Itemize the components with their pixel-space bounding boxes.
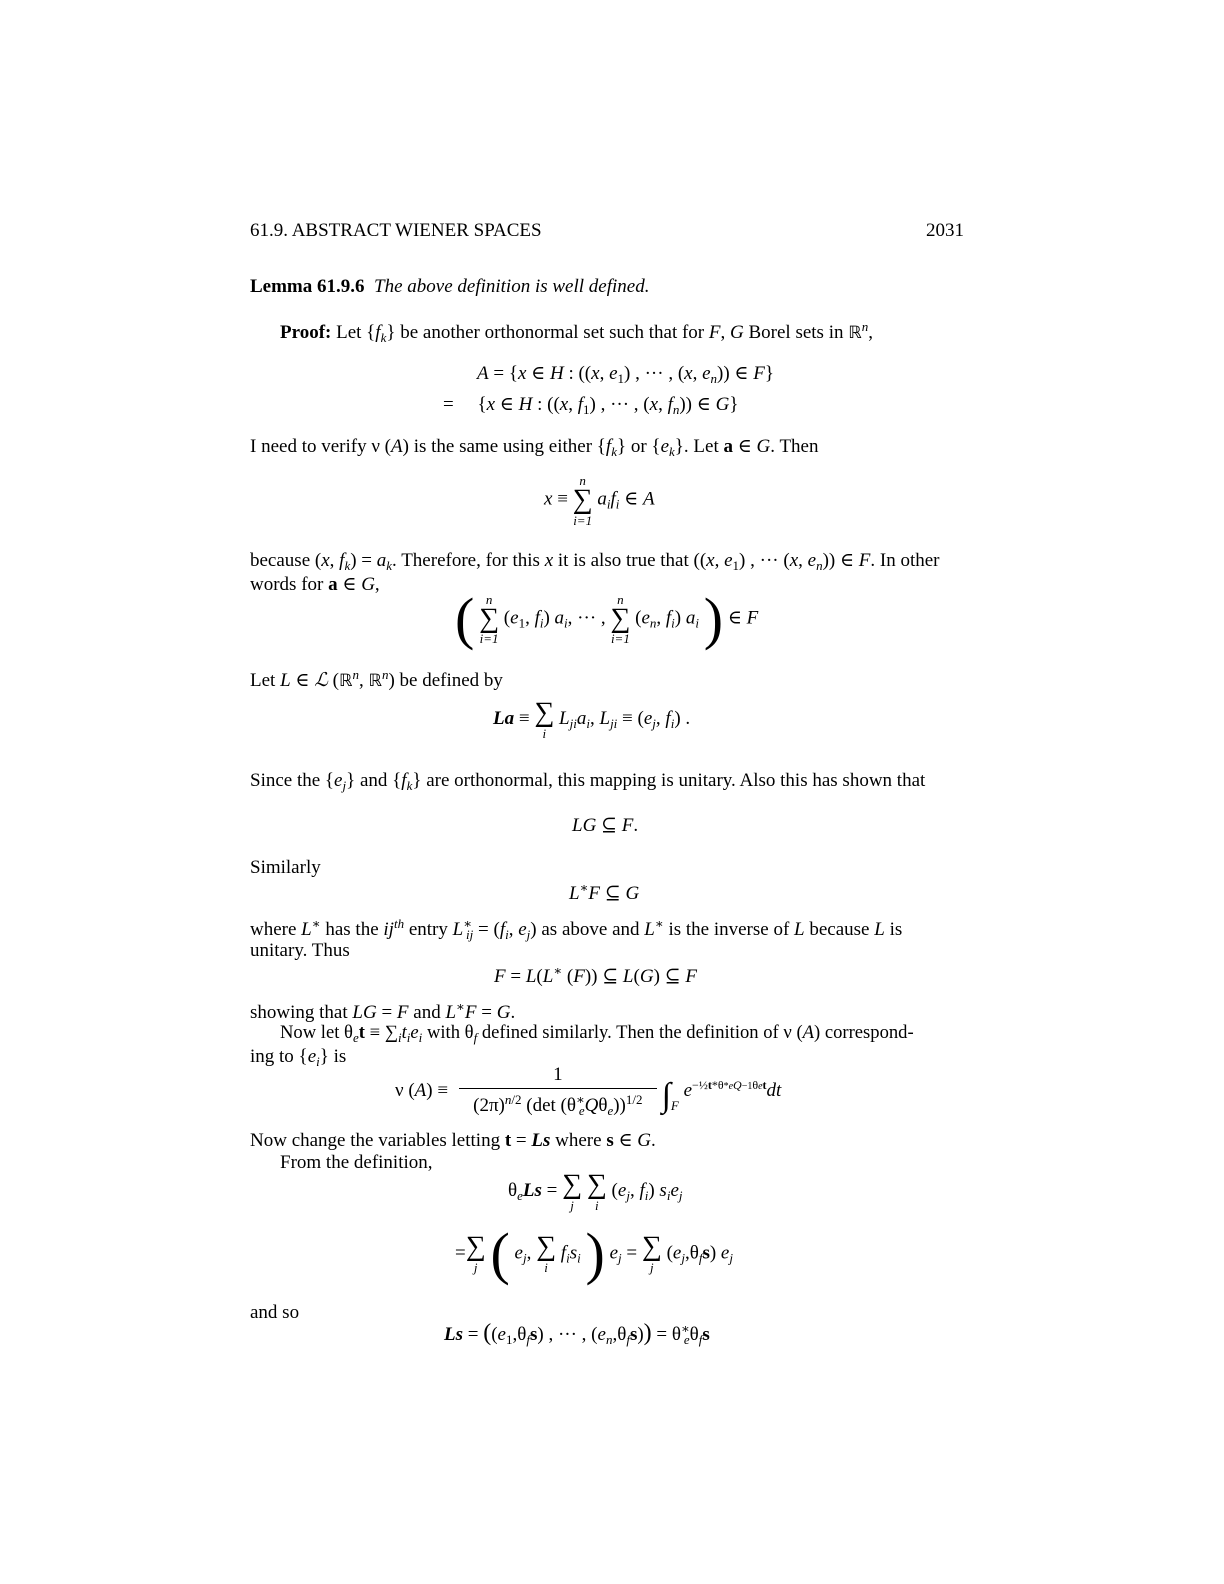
paragraph-3-line-1: because (x, $f_k) = a_k$. Therefore, for this x it is also true that ((x, $e_1$) , ··· (x, $e_n$)) ∈ F. In other: [250, 550, 940, 573]
paragraph-4: Let L ∈ ℒ (ℝ$^n$, ℝ$^n$) be defined by: [250, 667, 503, 691]
proof-label: Proof:: [280, 322, 332, 343]
equation-3: ( n ∑ i=1 ($e_1$, $f_i$) $a_i$, ··· , n ∑ i=1 ($e_n$, $f_i$) $a_i$ ) ∈ F: [455, 586, 759, 651]
equation-4: La ≡ ∑ i $L_{ji}a_i$, $L_{ji} \equiv (e_j$, $f_i$) .: [493, 697, 691, 741]
paragraph-2: I need to verify ν (A) is the same using either $\{f_k\}$ or $\{e_k\}$. Let a ∈ G. Then: [250, 436, 819, 459]
equation-8: ν (A) ≡ $\frac{1}{(2\pi)^{n/2} (\det (\theta^∗_eQ\theta_e))^{1/2}}$ $\int_F$ $e^{-\frac{1}{2}t*\theta*eQ-1\theta et}dt$: [395, 1064, 782, 1118]
paragraph-6: Similarly: [250, 857, 321, 878]
equation-9: $\theta_eLs$ = ∑ j ∑ i ($e_j$, $f_i$) $s_ie_j$: [508, 1169, 683, 1213]
lemma-label: Lemma 61.9.6: [250, 276, 365, 297]
page-number: 2031: [926, 220, 964, 241]
paragraph-11: From the definition,: [280, 1152, 433, 1173]
paragraph-7-line-1: where L∗ has the $ij^{th}$ entry $L^∗_{ij} = (f_i$, $e_j$) as above and L∗ is the inverse of L because L is: [250, 916, 903, 942]
paragraph-3-line-2: words for a ∈ G,: [250, 574, 380, 595]
equation-2: x ≡ n ∑ i=1 $a_if_i$ ∈ A: [544, 473, 655, 528]
equation-1a: A = {x ∈ H : ((x, $e_1$) , ··· , (x, $e_n$)) ∈ F}: [477, 363, 774, 386]
paragraph-7-line-2: unitary. Thus: [250, 940, 350, 961]
equation-6: L∗F ⊆ G: [569, 880, 640, 904]
paragraph-12: and so: [250, 1302, 300, 1323]
equation-10: = ∑ j ( $e_j$, ∑ i $f_is_i$ ) $e_j$ = ∑ j $(e_j,\theta_fs)$ $e_j$: [455, 1221, 733, 1286]
running-header: [250, 220, 964, 242]
paragraph-8: showing that LG = F and L∗F = G.: [250, 999, 516, 1023]
lemma-text: The above definition is well defined.: [374, 276, 650, 297]
paragraph-5: Since the $\{e_j\}$ and $\{f_k\}$ are orthonormal, this mapping is unitary. Also this has shown that: [250, 770, 926, 793]
equation-11: $Ls = ((e_1,\theta_fs)$ , ··· , $(e_n,\theta_fs)) = \theta^∗_e\theta_fs$: [444, 1320, 710, 1347]
equation-5: LG ⊆ F.: [572, 815, 639, 836]
proof-paragraph-1: Proof: Let $\{f_k\}$ be another orthonormal set such that for F, G Borel sets in ℝ$^n$,: [280, 319, 873, 345]
paragraph-10: Now change the variables letting t = Ls where s ∈ G.: [250, 1130, 656, 1151]
equation-1b: = {x ∈ H : ((x, $f_1$) , ··· , (x, $f_n$)) ∈ G}: [443, 394, 739, 417]
paragraph-9-line-1: Now let $\theta_et \equiv \sum_it_ie_i$ with $\theta_f$ defined similarly. Then the definition of ν (A) correspond-: [280, 1022, 914, 1045]
equation-7: F = L(L∗ (F)) ⊆ L(G) ⊆ F: [494, 963, 697, 987]
lemma-statement: [250, 276, 649, 298]
section-title: 61.9. ABSTRACT WIENER SPACES: [250, 220, 542, 241]
paragraph-9-line-2: ing to $\{e_i\}$ is: [250, 1046, 347, 1069]
